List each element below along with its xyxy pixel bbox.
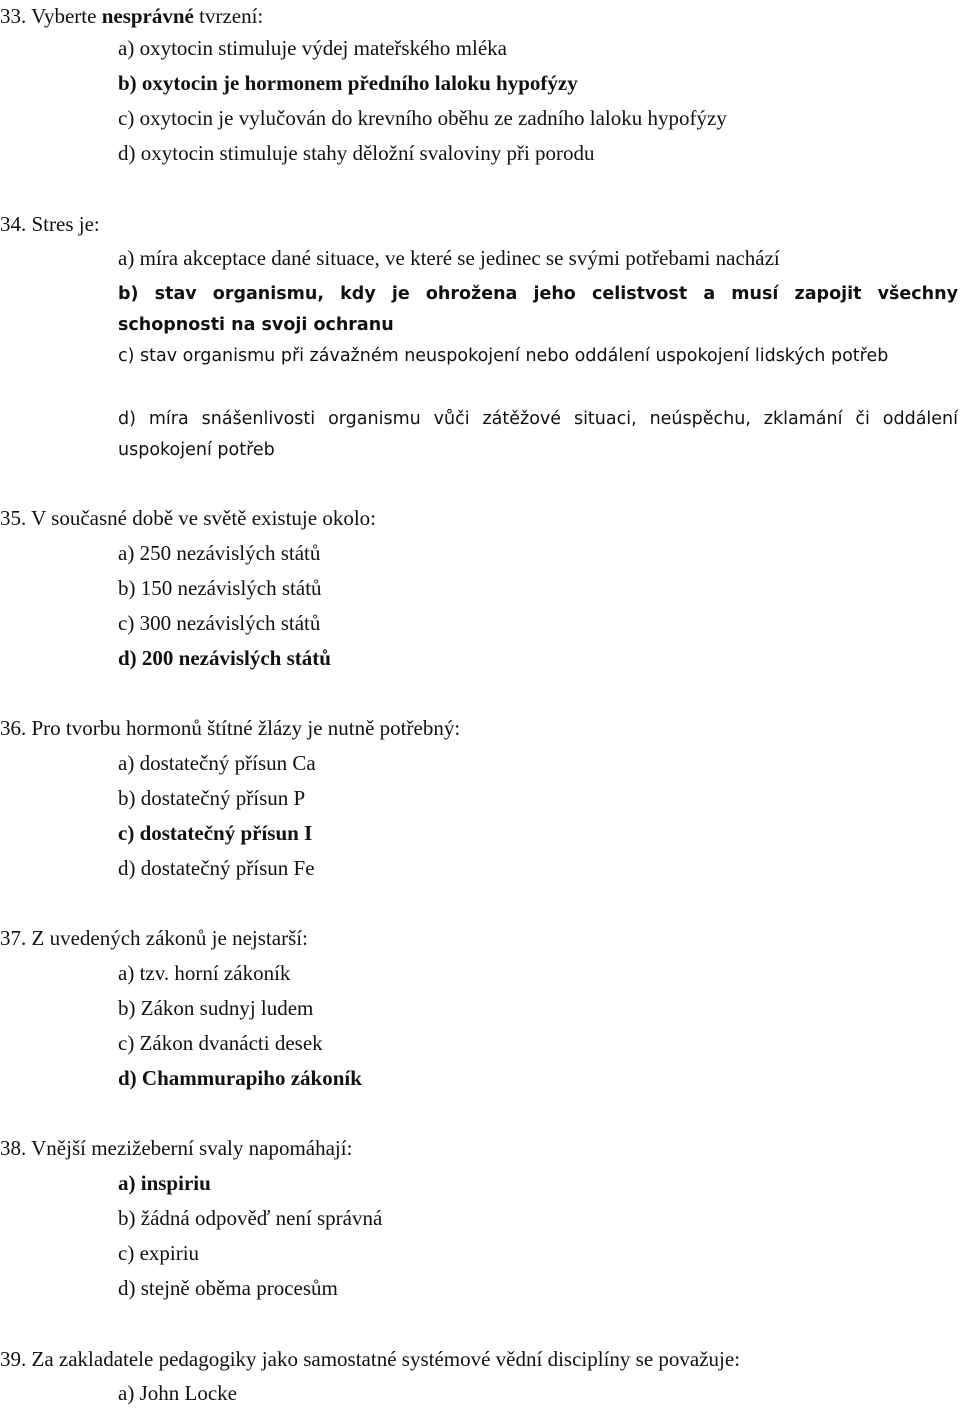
question-38-option-b: b) žádná odpověď není správná [118,1206,383,1230]
question-33-title-pre: Vyberte [31,4,97,28]
question-36-title: 36. Pro tvorbu hormonů štítné žlázy je nutně potřebný: [0,716,461,740]
question-36-option-b: b) dostatečný přísun P [118,786,306,810]
question-36-option-c: c) dostatečný přísun I [118,821,313,845]
question-37-title: 37. Z uvedených zákonů je nejstarší: [0,926,308,950]
question-35-option-d: d) 200 nezávislých států [118,646,331,670]
question-34-option-b: b) stav organismu, kdy je ohrožena jeho celistvost a musí zapojit všechny schopnosti na svoji ochranu [118,284,958,335]
question-39-title: 39. Za zakladatele pedagogiky jako samostatné systémové vědní disciplíny se považuje: [0,1347,741,1371]
question-38-title: 38. Vnější mezižeberní svaly napomáhají: [0,1136,353,1160]
question-37-option-c: c) Zákon dvanácti desek [118,1031,323,1055]
question-33-number: 33. [0,4,27,28]
question-33-title-post: tvrzení: [199,4,264,28]
question-33-title [0,4,263,28]
question-35-title: 35. V současné době ve světě existuje okolo: [0,506,376,530]
question-33-option-c: c) oxytocin je vylučován do krevního oběhu ze zadního laloku hypofýzy [118,106,727,130]
question-38-option-d: d) stejně oběma procesům [118,1276,338,1300]
question-35-option-c: c) 300 nezávislých států [118,611,321,635]
question-36-option-d: d) dostatečný přísun Fe [118,856,315,880]
question-37-option-b: b) Zákon sudnyj ludem [118,996,314,1020]
question-34-option-a: a) míra akceptace dané situace, ve které se jedinec se svými potřebami nachází [118,246,780,270]
question-39-option-a: a) John Locke [118,1381,237,1405]
question-34-title: 34. Stres je: [0,212,100,236]
question-34-option-c: c) stav organismu při závažném neuspokojení nebo oddálení uspokojení lidských potřeb [118,346,889,366]
question-37-option-a: a) tzv. horní zákoník [118,961,291,985]
question-36-option-a: a) dostatečný přísun Ca [118,751,316,775]
question-35-option-a: a) 250 nezávislých států [118,541,321,565]
question-38-option-a: a) inspiriu [118,1171,211,1195]
question-33-title-emphasis: nesprávné [101,4,194,28]
question-33-option-a: a) oxytocin stimuluje výdej mateřského mléka [118,36,507,60]
question-33-option-b: b) oxytocin je hormonem předního laloku hypofýzy [118,71,578,95]
question-37-option-d: d) Chammurapiho zákoník [118,1066,362,1090]
question-34-option-d: d) míra snášenlivosti organismu vůči zátěžové situaci, neúspěchu, zklamání či oddálení uspokojení potřeb [118,409,958,460]
question-33-option-d: d) oxytocin stimuluje stahy děložní svaloviny při porodu [118,141,595,165]
question-35-option-b: b) 150 nezávislých států [118,576,322,600]
question-38-option-c: c) expiriu [118,1241,200,1265]
